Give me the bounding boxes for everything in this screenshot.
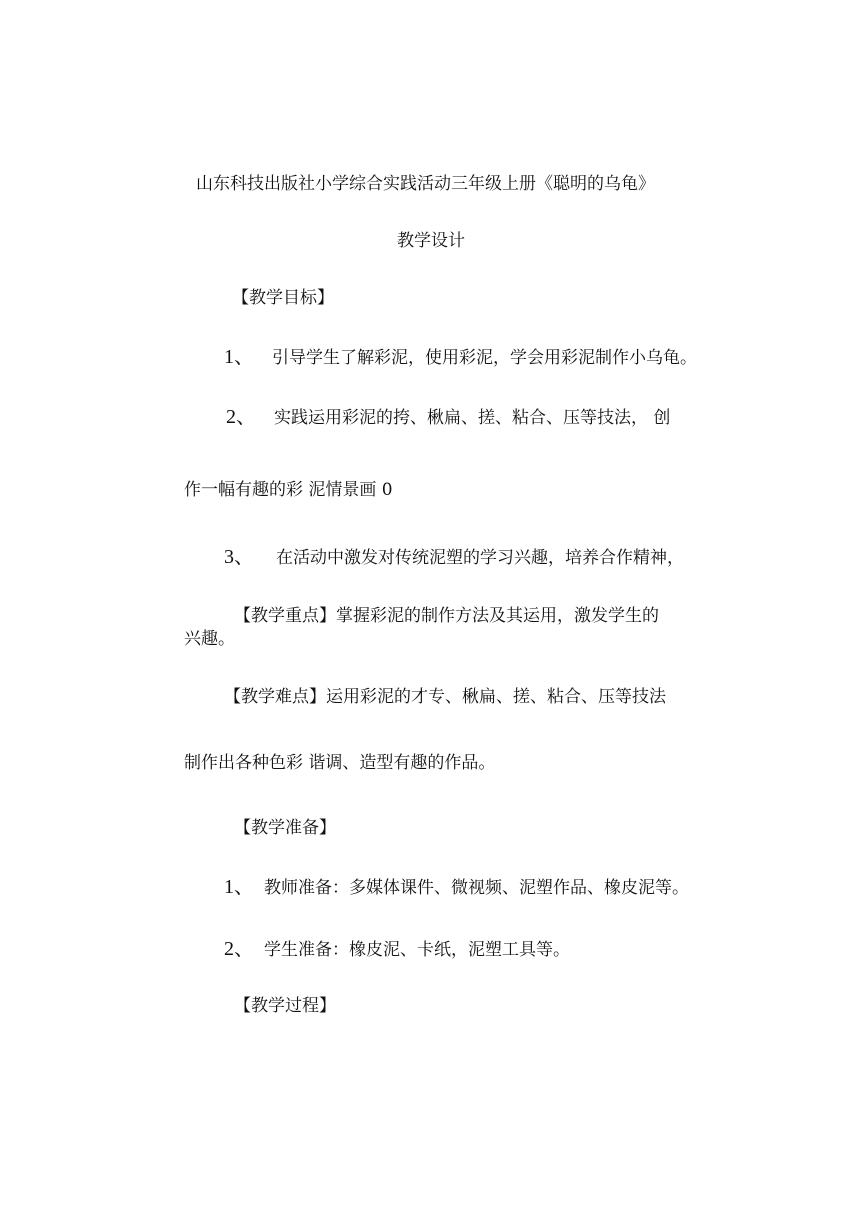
difficulty-line-1: 【教学难点】运用彩泥的才专、楸扁、搓、粘合、压等技法: [224, 687, 666, 707]
document-title: 山东科技出版社小学综合实践活动三年级上册《聪明的乌龟》: [196, 174, 655, 194]
objective-item-3: [224, 546, 684, 569]
objective-item-2: [226, 406, 670, 429]
objective-item-2-continuation: 作一幅有趣的彩 泥情景画 0: [184, 480, 393, 500]
objective-text: 引导学生了解彩泥，使用彩泥，学会用彩泥制作小乌龟。: [272, 348, 697, 368]
key-point-line-2: 兴趣。: [184, 629, 235, 649]
process-heading: 【教学过程】: [234, 996, 336, 1016]
objective-text: 实践运用彩泥的挎、楸扁、搓、粘合、压等技法， 创: [274, 408, 671, 428]
objective-item-1: [224, 346, 697, 369]
objective-number: 2、: [226, 406, 256, 428]
preparation-item-1: [224, 876, 689, 899]
objective-number: 3、: [224, 546, 254, 568]
objective-number: 1、: [224, 346, 254, 368]
key-point-line-1: 【教学重点】掌握彩泥的制作方法及其运用，激发学生的: [234, 606, 659, 626]
preparation-text: 学生准备：橡皮泥、卡纸，泥塑工具等。: [264, 940, 570, 960]
preparation-number: 2、: [224, 938, 254, 960]
difficulty-line-2: 制作出各种色彩 谐调、造型有趣的作品。: [184, 753, 496, 773]
objectives-heading: 【教学目标】: [232, 288, 334, 308]
objective-text: 在活动中激发对传统泥塑的学习兴趣，培养合作精神，: [276, 548, 684, 568]
preparation-heading: 【教学准备】: [234, 818, 336, 838]
document-subtitle: 教学设计: [397, 231, 465, 251]
preparation-number: 1、: [224, 876, 254, 898]
preparation-text: 教师准备：多媒体课件、微视频、泥塑作品、橡皮泥等。: [264, 878, 689, 898]
preparation-item-2: [224, 938, 570, 961]
